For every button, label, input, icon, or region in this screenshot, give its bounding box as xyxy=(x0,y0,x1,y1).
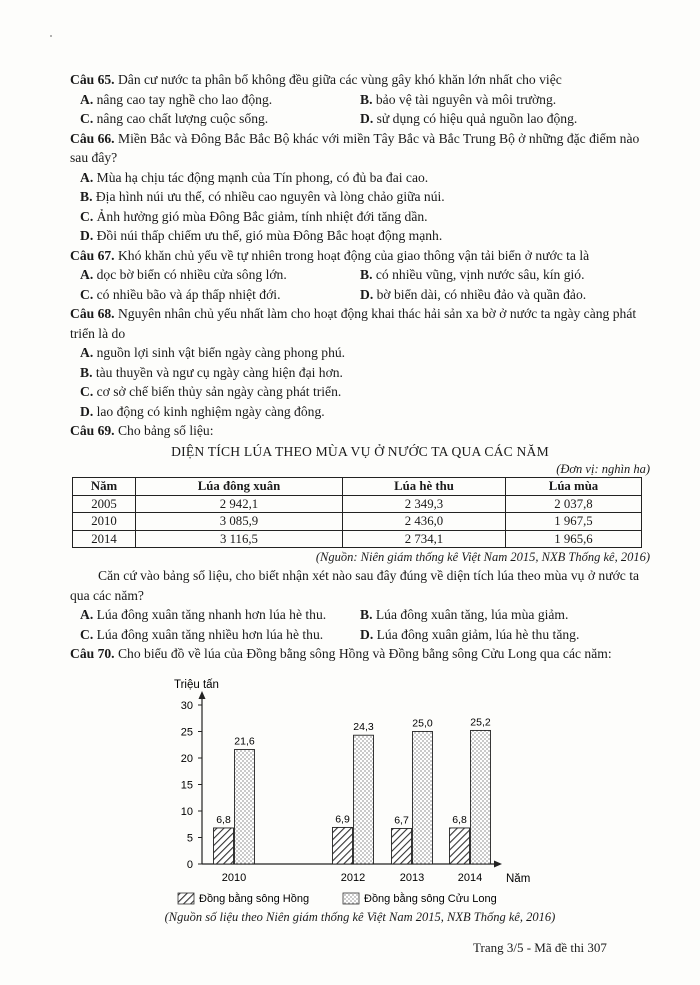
question-number: Câu 68. xyxy=(70,306,115,321)
legend-label-red-river: Đồng bằng sông Hồng xyxy=(199,893,310,905)
table-row xyxy=(73,513,642,531)
option-key: C. xyxy=(80,111,94,126)
question-number: Câu 66. xyxy=(70,130,115,146)
x-axis-arrow xyxy=(494,861,502,868)
y-tick-label: 25 xyxy=(180,726,193,739)
legend-label-mekong: Đồng bằng sông Cửu Long xyxy=(364,893,497,905)
table-cell: 2 037,8 xyxy=(506,495,642,513)
option-b[interactable] xyxy=(70,187,650,207)
table-unit: (Đơn vị: nghìn ha) xyxy=(556,462,650,476)
option-b[interactable] xyxy=(70,363,650,383)
header-year: Năm xyxy=(73,478,136,496)
options-row xyxy=(70,90,650,110)
option-key: D. xyxy=(80,403,94,419)
option-text: sử dụng có hiệu quả nguồn lao động. xyxy=(373,111,578,126)
table-row xyxy=(73,495,642,513)
question-69-prompt: Căn cứ vào bảng số liệu, cho biết nhận xét nào sau đây đúng về diện tích lúa theo mùa vụ ở nước ta qua các năm? xyxy=(70,568,640,603)
option-key: D. xyxy=(360,111,374,126)
option-key: C. xyxy=(80,286,94,302)
data-label: 6,8 xyxy=(452,813,467,826)
question-65 xyxy=(70,70,650,664)
option-c[interactable] xyxy=(70,207,650,227)
option-text: có nhiều vũng, vịnh nước sâu, kín gió. xyxy=(372,267,585,282)
option-text: bờ biển dài, có nhiều đảo và quần đảo. xyxy=(373,286,587,302)
option-a[interactable] xyxy=(70,343,650,363)
legend-swatch-mekong xyxy=(343,893,359,904)
table-cell: 2014 xyxy=(73,530,136,548)
header-winter-spring: Lúa đông xuân xyxy=(136,478,343,496)
question-65-stem xyxy=(70,70,650,90)
option-d[interactable] xyxy=(70,402,650,422)
table-cell: 2010 xyxy=(73,513,136,531)
option-key: B. xyxy=(360,267,373,282)
scan-speck xyxy=(50,35,52,37)
option-d[interactable] xyxy=(360,285,650,305)
data-label: 24,3 xyxy=(353,721,374,734)
question-text: Cho bảng số liệu: xyxy=(114,423,214,438)
y-tick-label: 15 xyxy=(180,779,193,792)
option-text: bảo vệ tài nguyên và môi trường. xyxy=(372,91,557,107)
table-cell: 1 967,5 xyxy=(506,513,642,531)
option-key: A. xyxy=(80,169,94,185)
option-text: nguồn lợi sinh vật biển ngày càng phong phú. xyxy=(93,345,346,360)
chart-source: (Nguồn số liệu theo Niên giám thống kê Việt Nam 2015, NXB Thống kê, 2016) xyxy=(164,910,556,924)
option-c[interactable] xyxy=(70,109,360,129)
rice-production-chart xyxy=(150,668,550,913)
option-text: Lúa đông xuân tăng, lúa mùa giảm. xyxy=(372,607,569,622)
option-text: Mùa hạ chịu tác động mạnh của Tín phong, có đủ ba đai cao. xyxy=(93,169,429,185)
option-text: lao động có kinh nghiệm ngày càng đông. xyxy=(93,403,325,419)
question-text: Nguyên nhân chủ yếu nhất làm cho hoạt động khai thác hải sản xa bờ ở nước ta ngày càng phát triển là do xyxy=(70,306,637,341)
options-row xyxy=(70,285,650,305)
question-text: Cho biểu đồ về lúa của Đồng bằng sông Hồng và Đồng bằng sông Cửu Long qua các năm: xyxy=(114,646,612,661)
table-source: (Nguồn: Niên giám thống kê Việt Nam 2015, NXB Thống kê, 2016) xyxy=(315,550,650,564)
question-number: Câu 67. xyxy=(70,247,115,263)
option-key: A. xyxy=(80,607,94,622)
option-key: B. xyxy=(360,91,373,107)
x-tick-label: 2012 xyxy=(340,872,366,884)
option-text: Lúa đông xuân tăng nhanh hơn lúa hè thu. xyxy=(93,607,327,622)
option-key: B. xyxy=(80,189,93,204)
question-68-stem xyxy=(70,304,650,343)
bar-red-river xyxy=(392,828,412,864)
page-footer: Trang 3/5 - Mã đề thi 307 xyxy=(473,940,607,955)
options-row xyxy=(70,625,650,645)
table-cell: 2005 xyxy=(73,495,136,513)
chart-body xyxy=(181,691,502,884)
option-text: Lúa đông xuân giảm, lúa hè thu tăng. xyxy=(373,626,580,642)
table-cell: 3 116,5 xyxy=(136,530,343,548)
legend-swatch-red-river xyxy=(178,893,194,904)
option-text: Đồi núi thấp chiếm ưu thế, gió mùa Đông Bắc hoạt động mạnh. xyxy=(93,228,443,243)
options-row xyxy=(70,109,650,129)
y-axis-arrow xyxy=(199,691,206,699)
question-66-stem xyxy=(70,129,650,168)
table-header-row xyxy=(73,478,642,496)
option-b[interactable] xyxy=(360,90,650,110)
option-text: nâng cao tay nghề cho lao động. xyxy=(93,91,273,107)
data-label: 21,6 xyxy=(234,735,255,748)
data-label: 6,9 xyxy=(335,813,350,826)
option-d[interactable] xyxy=(360,109,650,129)
option-c[interactable] xyxy=(70,285,360,305)
option-d[interactable] xyxy=(360,625,650,645)
y-axis-label: Triệu tấn xyxy=(174,679,219,691)
option-key: D. xyxy=(360,626,374,642)
option-text: tàu thuyền và ngư cụ ngày càng hiện đại hơn. xyxy=(92,364,343,380)
question-67-stem xyxy=(70,246,650,266)
option-key: B. xyxy=(360,607,373,622)
table-cell: 1 965,6 xyxy=(506,530,642,548)
option-c[interactable] xyxy=(70,625,360,645)
header-main-season: Lúa mùa xyxy=(506,478,642,496)
option-d[interactable] xyxy=(70,226,650,246)
option-text: dọc bờ biển có nhiều cửa sông lớn. xyxy=(93,267,287,282)
options-row xyxy=(70,605,650,625)
data-label: 6,8 xyxy=(216,813,231,826)
option-c[interactable] xyxy=(70,382,650,402)
option-a[interactable] xyxy=(70,168,650,188)
option-a[interactable] xyxy=(70,605,360,625)
table-cell: 3 085,9 xyxy=(136,513,343,531)
question-number: Câu 65. xyxy=(70,72,115,87)
bar-red-river xyxy=(450,828,470,864)
bar-mekong xyxy=(354,735,374,864)
question-70-stem xyxy=(70,644,650,664)
data-label: 6,7 xyxy=(394,814,409,827)
option-key: A. xyxy=(80,91,94,107)
y-tick-label: 20 xyxy=(180,753,193,765)
option-key: C. xyxy=(80,626,94,642)
bar-red-river xyxy=(214,828,234,864)
x-tick-label: 2013 xyxy=(399,872,425,884)
option-key: C. xyxy=(80,208,94,224)
option-key: A. xyxy=(80,345,94,360)
data-label: 25,0 xyxy=(412,717,433,730)
option-a[interactable] xyxy=(70,90,360,110)
y-tick-label: 10 xyxy=(180,806,193,818)
option-text: nâng cao chất lượng cuộc sống. xyxy=(93,111,269,126)
table-cell: 2 942,1 xyxy=(136,495,343,513)
option-text: có nhiều bão và áp thấp nhiệt đới. xyxy=(93,286,281,302)
chart-svg xyxy=(150,668,550,913)
table-cell: 2 734,1 xyxy=(343,530,506,548)
data-label: 25,2 xyxy=(470,716,491,729)
option-key: C. xyxy=(80,384,94,399)
option-key: D. xyxy=(360,286,374,302)
table-title: DIỆN TÍCH LÚA THEO MÙA VỤ Ở NƯỚC TA QUA CÁC NĂM xyxy=(171,443,549,459)
x-tick-label: 2014 xyxy=(457,872,483,884)
bar-mekong xyxy=(471,730,491,864)
y-tick-label: 5 xyxy=(186,832,193,845)
option-b[interactable] xyxy=(360,265,650,285)
option-text: Địa hình núi ưu thế, có nhiều cao nguyên và lòng chảo giữa núi. xyxy=(92,189,445,204)
option-b[interactable] xyxy=(360,605,650,625)
option-text: Lúa đông xuân tăng nhiều hơn lúa hè thu. xyxy=(93,626,324,642)
question-number: Câu 69. xyxy=(70,423,115,438)
option-a[interactable] xyxy=(70,265,360,285)
table-cell: 2 349,3 xyxy=(343,495,506,513)
table-cell: 2 436,0 xyxy=(343,513,506,531)
header-summer-autumn: Lúa hè thu xyxy=(343,478,506,496)
question-text: Miền Bắc và Đông Bắc Bắc Bộ khác với miền Tây Bắc và Bắc Trung Bộ ở những đặc điểm nào sau đây? xyxy=(70,130,640,165)
option-text: Ảnh hưởng gió mùa Đông Bắc giảm, tính nhiệt đới tăng dần. xyxy=(93,208,428,224)
option-text: cơ sở chế biến thủy sản ngày càng phát triển. xyxy=(93,384,342,399)
option-key: D. xyxy=(80,228,94,243)
options-row xyxy=(70,265,650,285)
bar-mekong xyxy=(413,732,433,865)
question-number: Câu 70. xyxy=(70,646,115,661)
question-text: Khó khăn chủ yếu về tự nhiên trong hoạt động của giao thông vận tải biển ở nước ta là xyxy=(114,247,590,263)
option-key: A. xyxy=(80,267,94,282)
question-69-stem xyxy=(70,421,650,441)
rice-area-table xyxy=(72,477,642,548)
y-tick-label: 30 xyxy=(180,700,193,712)
x-axis-label: Năm xyxy=(506,873,531,885)
x-tick-label: 2010 xyxy=(221,872,247,884)
table-row xyxy=(73,530,642,548)
question-text: Dân cư nước ta phân bố không đều giữa các vùng gây khó khăn lớn nhất cho việc xyxy=(114,72,562,87)
bar-red-river xyxy=(333,827,353,864)
bar-mekong xyxy=(235,750,255,864)
option-key: B. xyxy=(80,364,93,380)
y-tick-label: 0 xyxy=(186,859,193,871)
